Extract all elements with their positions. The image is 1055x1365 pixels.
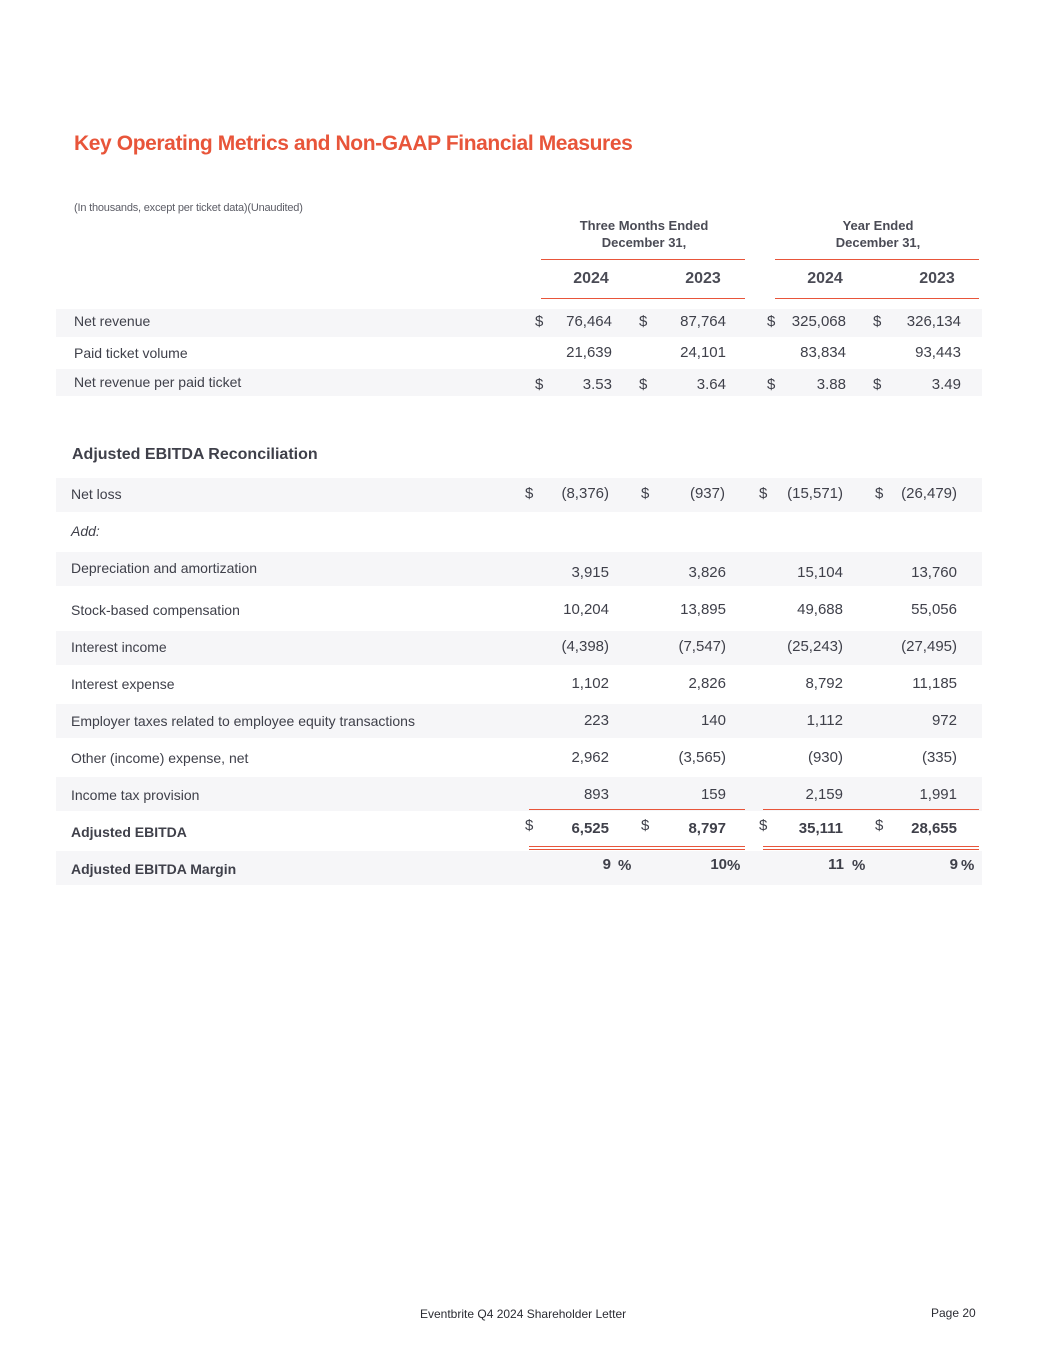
recon-value: 8,792 [805,675,843,692]
total-double-line [763,849,979,850]
recon-label-income-tax: Income tax provision [71,787,200,803]
period-underline [541,259,745,260]
total-double-line [529,846,745,847]
recon-value: 893 [583,786,609,803]
recon-value: 15,104 [797,564,843,581]
recon-value: (8,376) [561,485,609,502]
recon-value: 159 [700,786,726,803]
recon-value: (25,243) [787,638,843,655]
adjusted-ebitda-value: 35,111 [798,820,843,837]
currency-symbol: $ [639,376,648,393]
recon-label-stock-comp: Stock-based compensation [71,602,240,618]
metric-value: 3.64 [696,376,726,393]
recon-value: 1,991 [919,786,957,803]
recon-value: 3,826 [688,564,726,581]
percent-symbol: % [852,857,866,874]
metric-label-net-revenue-per-ticket: Net revenue per paid ticket [74,374,242,390]
metric-value: 24,101 [680,344,726,361]
recon-value: 140 [700,712,726,729]
year-header: 2024 [573,270,609,287]
recon-value: 3,915 [571,564,609,581]
margin-value: 10 [710,856,727,873]
recon-add-label: Add: [71,523,100,539]
recon-label-adjusted-ebitda: Adjusted EBITDA [71,824,187,840]
recon-label-interest-expense: Interest expense [71,676,175,692]
recon-value: 972 [931,712,957,729]
recon-value: 11,185 [912,675,957,692]
recon-value: (930) [807,749,843,766]
period-header-three-months [542,217,746,251]
section-title-reconciliation: Adjusted EBITDA Reconciliation [72,446,318,463]
metric-value: 87,764 [680,313,726,330]
percent-symbol: % [727,857,741,874]
year-header: 2024 [807,270,843,287]
recon-value: (26,479) [901,485,957,502]
currency-symbol: $ [535,376,544,393]
recon-value: (937) [689,485,725,502]
page-title: Key Operating Metrics and Non-GAAP Financial Measures [74,132,633,155]
period-underline [775,259,979,260]
currency-symbol: $ [875,817,884,834]
percent-symbol: % [961,857,975,874]
margin-value: 11 [828,856,844,873]
period-line2: December 31, [601,235,687,250]
currency-symbol: $ [641,485,650,502]
recon-value: (15,571) [787,485,843,502]
recon-label-depreciation: Depreciation and amortization [71,560,257,576]
metric-value: 326,134 [906,313,961,330]
adjusted-ebitda-value: 28,655 [911,820,957,837]
currency-symbol: $ [639,313,648,330]
margin-value: 9 [602,856,611,873]
currency-symbol: $ [525,485,534,502]
year-header: 2023 [685,270,721,287]
metric-value: 3.53 [582,376,612,393]
footer-text: Eventbrite Q4 2024 Shareholder Letter [420,1307,627,1321]
metric-value: 3.49 [931,376,961,393]
recon-value: 13,895 [680,601,726,618]
unit-note: (In thousands, except per ticket data)(Unaudited) [74,202,303,214]
recon-value: 49,688 [797,601,843,618]
metric-label-net-revenue: Net revenue [74,313,151,329]
currency-symbol: $ [767,376,776,393]
metric-value: 76,464 [566,313,612,330]
currency-symbol: $ [873,313,882,330]
year-header: 2023 [919,270,955,287]
period-line2: December 31, [835,235,921,250]
currency-symbol: $ [873,376,882,393]
year-underline [775,298,979,299]
recon-value: 2,962 [571,749,609,766]
recon-value: 13,760 [911,564,957,581]
row-band [56,631,982,665]
recon-value: (4,398) [561,638,609,655]
row-band [56,478,982,512]
recon-label-employer-taxes: Employer taxes related to employee equity transactions [71,713,415,729]
recon-value: (7,547) [678,638,726,655]
metric-value: 325,068 [791,313,846,330]
currency-symbol: $ [641,817,650,834]
recon-value: (3,565) [678,749,726,766]
recon-value: 223 [583,712,609,729]
subtotal-line [763,809,979,810]
recon-value: (27,495) [901,638,957,655]
currency-symbol: $ [767,313,776,330]
recon-value: (335) [921,749,957,766]
period-line1: Year Ended [842,218,914,233]
total-double-line [763,846,979,847]
subtotal-line [529,809,745,810]
recon-value: 2,159 [805,786,843,803]
recon-label-other-expense: Other (income) expense, net [71,750,249,766]
metric-label-paid-ticket-volume: Paid ticket volume [74,345,188,361]
total-double-line [529,849,745,850]
currency-symbol: $ [525,817,534,834]
currency-symbol: $ [759,485,768,502]
metric-value: 21,639 [566,344,612,361]
adjusted-ebitda-value: 8,797 [688,820,726,837]
recon-value: 55,056 [911,601,957,618]
period-header-year-ended [776,217,980,251]
recon-value: 2,826 [688,675,726,692]
period-line1: Three Months Ended [579,218,709,233]
adjusted-ebitda-value: 6,525 [571,820,609,837]
currency-symbol: $ [875,485,884,502]
metric-value: 93,443 [915,344,961,361]
currency-symbol: $ [535,313,544,330]
recon-label-interest-income: Interest income [71,639,167,655]
currency-symbol: $ [759,817,768,834]
margin-value: 9 [949,856,958,873]
recon-value: 1,112 [806,712,843,729]
metric-value: 3.88 [816,376,846,393]
recon-label-net-loss: Net loss [71,486,122,502]
metric-value: 83,834 [800,344,846,361]
recon-value: 1,102 [571,675,609,692]
recon-value: 10,204 [563,601,609,618]
page-number: Page 20 [931,1306,976,1320]
year-underline [541,298,745,299]
recon-label-adjusted-ebitda-margin: Adjusted EBITDA Margin [71,861,237,877]
percent-symbol: % [618,857,632,874]
